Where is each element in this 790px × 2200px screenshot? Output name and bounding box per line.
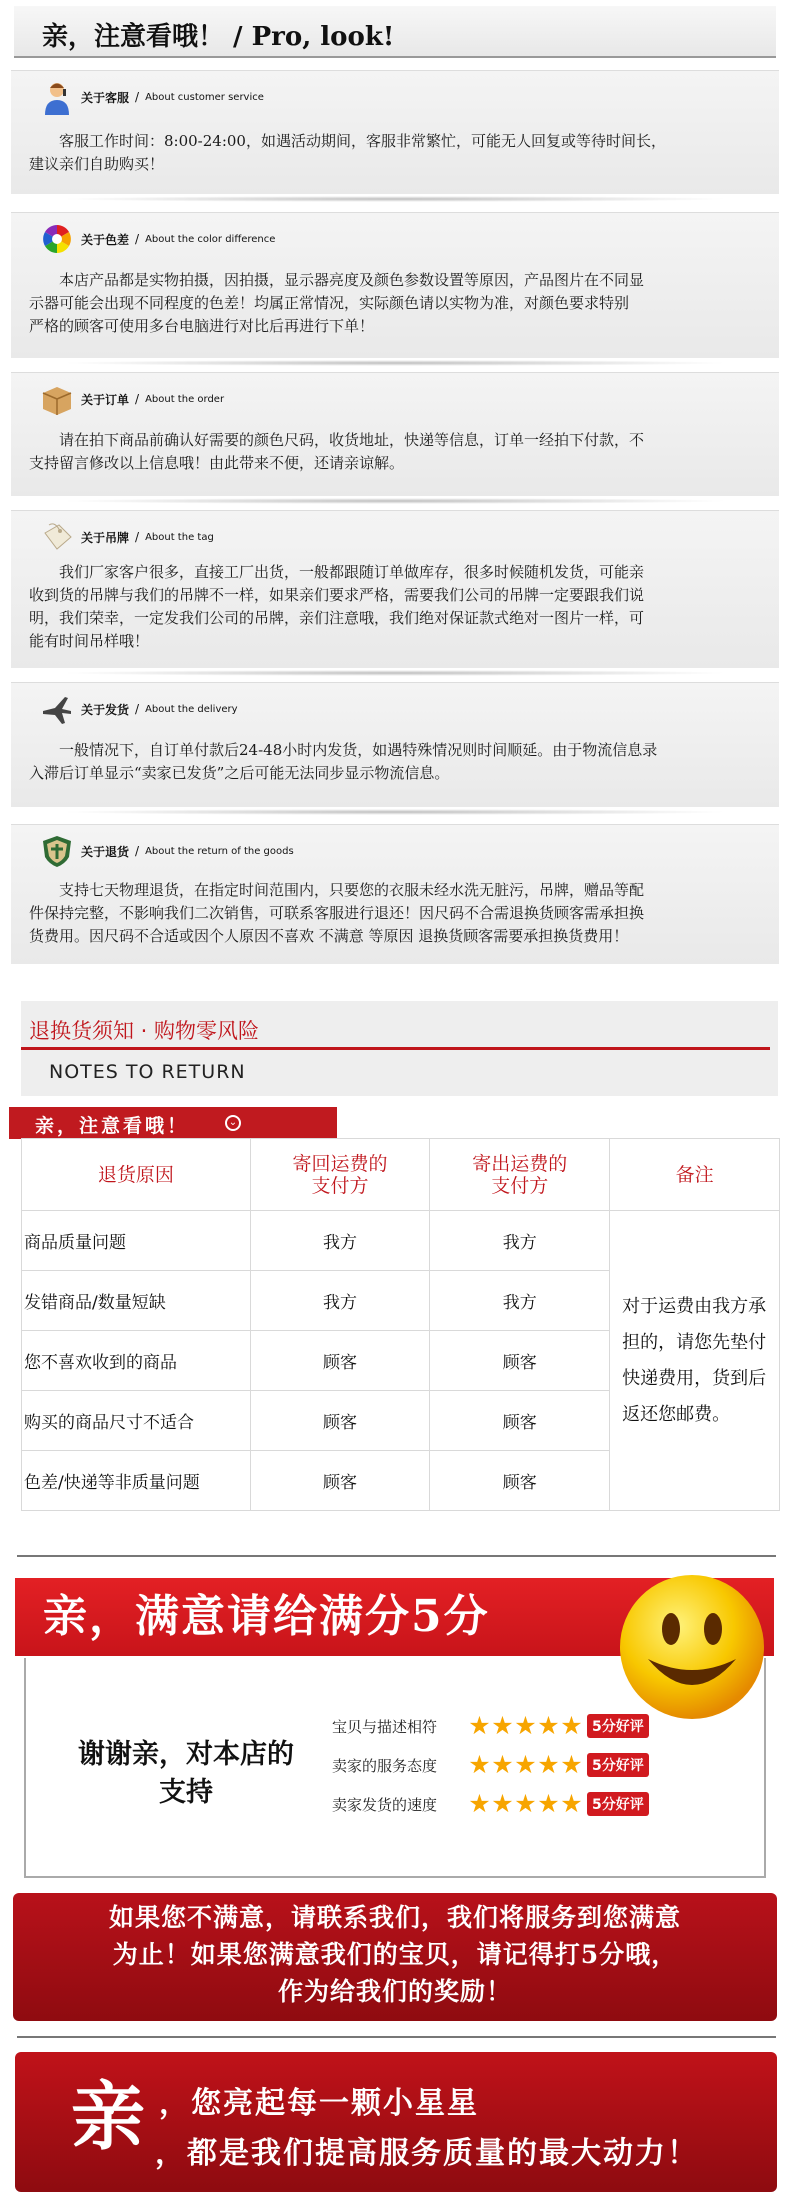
section-text: 请在拍下商品前确认好需要的颜色尺码，收货地址，快递等信息，订单一经拍下付款，不 支持留言修改以上信息哦！由此带来不便，还请亲谅解。 — [29, 431, 645, 472]
return-notes-title: 退换货须知 · 购物零风险 — [29, 1019, 260, 1043]
page-title: 亲，注意看哦！ / Pro, look! — [42, 22, 395, 52]
rating-row: 宝贝与描述相符 ★ ★ ★ ★ ★ 5分好评 — [332, 1713, 649, 1739]
section-tag — [11, 510, 779, 668]
section-header: 关于客服 / About customer service — [39, 77, 264, 117]
section-customer-service — [11, 70, 779, 194]
rating-badge: 5分好评 — [587, 1714, 649, 1738]
table-header: 退货原因 — [22, 1139, 251, 1211]
table-header: 备注 — [610, 1139, 780, 1211]
airplane-icon — [39, 691, 75, 727]
five-stars-icon: ★ ★ ★ ★ ★ — [468, 1750, 583, 1779]
table-row: 发错商品/数量短缺 我方 我方 — [22, 1271, 780, 1331]
section-text: 客服工作时间：8:00-24:00，如遇活动期间，客服非常繁忙，可能无人回复或等待时间长， 建议亲们自助购买！ — [29, 132, 666, 173]
section-order — [11, 372, 779, 496]
package-box-icon — [39, 381, 75, 417]
table-row: 色差/快递等非质量问题 顾客 顾客 — [22, 1451, 780, 1511]
table-note: 对于运费由我方承担的，请您先垫付快递费用，货到后返还您邮费。 — [610, 1211, 780, 1511]
stars-banner: 亲 ，您亮起每一颗小星星 ，都是我们提高服务质量的最大动力！ — [15, 2052, 777, 2192]
section-header: 关于色差 / About the color difference — [39, 219, 275, 259]
rating-badge: 5分好评 — [587, 1792, 649, 1816]
section-text: 一般情况下，自订单付款后24-48小时内发货，如遇特殊情况则时间顺延。由于物流信息录 入滞后订单显示“卖家已发货”之后可能无法同步显示物流信息。 — [29, 741, 658, 782]
section-header: 关于吊牌 / About the tag — [39, 517, 214, 557]
contact-banner: 如果您不满意，请联系我们，我们将服务到您满意 为止！如果您满意我们的宝贝，请记得打5分哦， 作为给我们的奖励！ — [13, 1893, 777, 2021]
table-row: 您不喜欢收到的商品 顾客 顾客 — [22, 1331, 780, 1391]
smiley-face-icon — [616, 1571, 768, 1723]
shield-icon — [39, 833, 75, 869]
table-row: 商品质量问题 我方 我方 对于运费由我方承担的，请您先垫付快递费用，货到后返还您邮费。 — [22, 1211, 780, 1271]
rating-badge: 5分好评 — [587, 1753, 649, 1777]
section-color-difference — [11, 212, 779, 358]
table-row: 购买的商品尺寸不适合 顾客 顾客 — [22, 1391, 780, 1451]
thanks-text: 谢谢亲，对本店的支持 — [78, 1739, 294, 1808]
divider — [17, 2036, 776, 2038]
return-policy-table — [21, 1138, 780, 1511]
tag-icon — [39, 519, 75, 555]
return-notes-header — [21, 1001, 778, 1096]
attention-tab: 亲，注意看哦！ ⌄ — [9, 1107, 337, 1139]
section-header: 关于订单 / About the order — [39, 379, 224, 419]
return-notes-subtitle: NOTES TO RETURN — [49, 1061, 246, 1083]
section-delivery — [11, 682, 779, 807]
five-stars-icon: ★ ★ ★ ★ ★ — [468, 1711, 583, 1740]
divider — [17, 1555, 776, 1557]
page-header — [14, 6, 776, 58]
customer-service-icon — [39, 79, 75, 115]
rating-row: 卖家发货的速度 ★ ★ ★ ★ ★ 5分好评 — [332, 1791, 649, 1817]
five-stars-icon: ★ ★ ★ ★ ★ — [468, 1789, 583, 1818]
color-wheel-icon — [39, 221, 75, 257]
rating-row: 卖家的服务态度 ★ ★ ★ ★ ★ 5分好评 — [332, 1752, 649, 1778]
section-text: 支持七天物理退货，在指定时间范围内，只要您的衣服未经水洗无脏污，吊牌，赠品等配 件保持完整，不影响我们二次销售，可联系客服进行退还！因尺码不合需退换货顾客需承担换 货费用。因尺码不合适或因个人原因不喜欢 不满意 等原因 退换货顾客需要承担换货费用！ — [29, 881, 645, 945]
section-text: 我们厂家客户很多，直接工厂出货，一般都跟随订单做库存，很多时候随机发货，可能亲 收到货的吊牌与我们的吊牌不一样，如果亲们要求严格，需要我们公司的吊牌一定要跟我们说 明，我们荣幸，一定发我们公司的吊牌，亲们注意哦，我们绝对保证款式绝对一图片一样，可 能有时间吊样哦！ — [29, 563, 645, 650]
satisfaction-title: 亲，满意请给满分5分 — [43, 1591, 490, 1642]
table-header: 寄出运费的 支付方 — [430, 1139, 610, 1211]
table-header: 寄回运费的 支付方 — [250, 1139, 430, 1211]
section-text: 本店产品都是实物拍摄，因拍摄，显示器亮度及颜色参数设置等原因，产品图片在不同显 示器可能会出现不同程度的色差！均属正常情况，实际颜色请以实物为准，对颜色要求特别 严格的顾客可使用多台电脑进行对比后再进行下单！ — [29, 271, 645, 335]
table-header-row — [22, 1139, 780, 1211]
section-return — [11, 824, 779, 964]
chevron-down-icon: ⌄ — [225, 1115, 241, 1131]
section-header: 关于发货 / About the delivery — [39, 689, 238, 729]
section-header: 关于退货 / About the return of the goods — [39, 831, 294, 871]
